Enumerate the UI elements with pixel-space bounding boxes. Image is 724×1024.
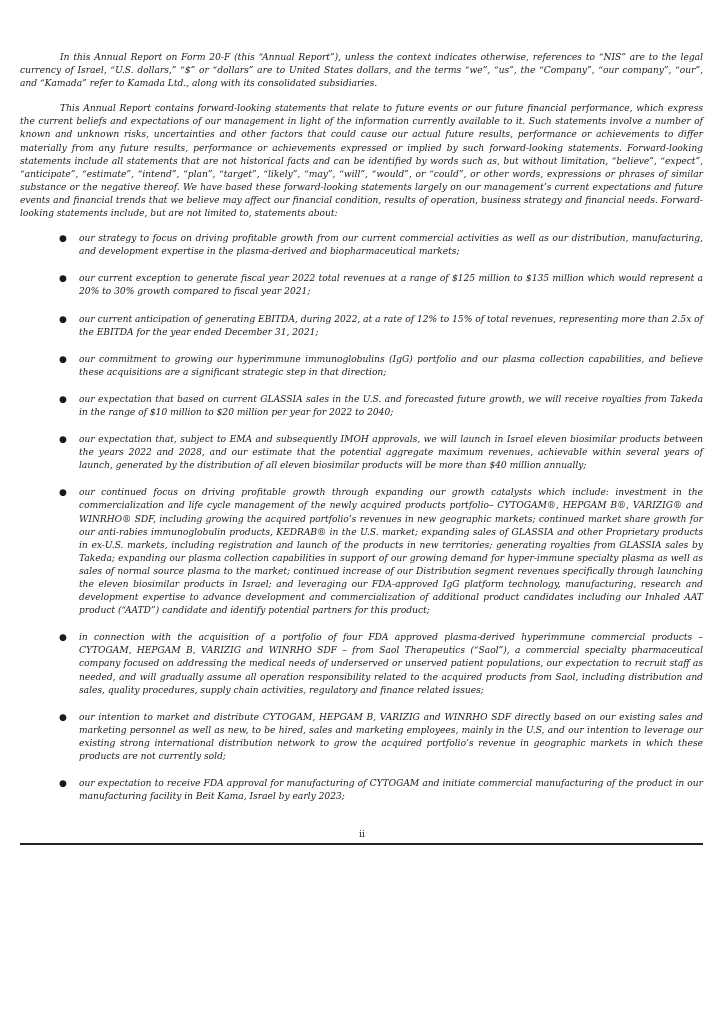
document-page — [20, 52, 703, 818]
forward-looking-paragraph: This Annual Report contains forward-looking statements that relate to future events or our future financial performance, which express the current beliefs and expectations of our management in light of the information currently available to it. Such statements involve a number of known and unknown risks, uncertainties and other factors that could cause our actual future results, performance or achievements to differ materially from any future results, performance or achievements expressed or implied by such forward-looking statements. Forward-looking statements include all statements that are not historical facts and can be identified by words such as, but without limitation, “believe”, “expect”, “anticipate”, “estimate”, “intend”, “plan”, “target”, “likely”, “may”, “will”, “would”, or “could”, or other words, expressions or phrases of similar substance or the negative thereof. We have based these forward-looking statements largely on our management’s current expectations and future events and financial trends that we believe may affect our financial condition, results of operation, business strategy and financial needs. Forward-looking statements include, but are not limited to, statements about: — [20, 104, 703, 220]
list-item-text: our strategy to focus on driving profitable growth from our current commercial activities as well as our distribution, manufacturing, and development expertise in the plasma-derived and biopharmaceutical markets; — [79, 234, 703, 258]
forward-looking-list — [20, 233, 703, 804]
list-item-text: our intention to market and distribute CYTOGAM, HEPGAM B, VARIZIG and WINRHO SDF directly based on our existing sales and marketing personnel as well as new, to be hired, sales and marketing employees, mainly in the U.S, and our intention to leverage our existing strong international distribution network to grow the acquired portfolio’s revenue in geographic markets in which these products are not currently sold; — [79, 712, 703, 763]
page-number: ii — [359, 830, 365, 840]
bullet-icon: ● — [59, 779, 67, 790]
list-item-text: our current anticipation of generating EBITDA, during 2022, at a rate of 12% to 15% of total revenues, representing more than 2.5x of the EBITDA for the year ended December 31, 2021; — [79, 314, 703, 338]
list-item — [20, 354, 703, 380]
list-item — [20, 632, 703, 697]
list-item — [20, 273, 703, 299]
list-item — [20, 434, 703, 473]
list-item-text: our continued focus on driving profitable growth through expanding our growth catalysts which include: investment in the commercialization and life cycle management of the newly acquired products portfolio– CYTOGAM®, HEPGAM B®, VARIZIG® and WINRHO® SDF, including growing the acquired portfolio’s revenues in new geographic markets; continued market share growth for our anti-rabies immunoglobulin products, KEDRAB® in the U.S. market; expanding sales of GLASSIA and other Proprietary products in ex-U.S. markets, including registration and launch of the products in new territories; generating royalties from GLASSIA sales by Takeda; expanding our plasma collection capabilities in support of our growing demand for hyper-immune specialty plasma as well as sales of normal source plasma to the market; continued increase of our Distribution segment revenues specifically through launching the eleven biosimilar products in Israel; and leveraging our FDA-approved IgG platform technology, manufacturing, research and development expertise to advance development and commercialization of additional product candidates including our Inhaled AAT product (“AATD”) candidate and identify potential partners for this product; — [79, 488, 703, 617]
list-item-text: in connection with the acquisition of a portfolio of four FDA approved plasma-derived hyperimmune commercial products – CYTOGAM, HEPGAM B, VARIZIG and WINRHO SDF – from Saol Therapeutics (“Saol”), a commercial specialty pharmaceutical company focused on addressing the medical needs of underserved or unserved patient populations, our expectation to recruit staff as needed, and will gradually assume all operation responsibility related to the acquired products from Saol, including distribution and sales, quality procedures, supply chain activities, regulatory and finance related issues; — [79, 633, 703, 696]
bullet-icon: ● — [59, 488, 67, 499]
list-item — [20, 712, 703, 764]
footer-divider — [20, 843, 703, 845]
bullet-icon: ● — [59, 314, 67, 325]
list-item-text: our commitment to growing our hyperimmune immunoglobulins (IgG) portfolio and our plasma collection capabilities, and believe these acquisitions are a significant strategic step in that direction; — [79, 354, 703, 378]
bullet-icon: ● — [59, 712, 67, 723]
list-item — [20, 778, 703, 804]
list-item-text: our expectation to receive FDA approval for manufacturing of CYTOGAM and initiate commercial manufacturing of the product in our manufacturing facility in Beit Kama, Israel by early 2023; — [79, 779, 703, 803]
list-item-text: our expectation that, subject to EMA and subsequently IMOH approvals, we will launch in Israel eleven biosimilar products between the years 2022 and 2028, and our estimate that the potential aggregate maximum revenues, achievable within several years of launch, generated by the distribution of all eleven biosimilar products will be more than $40 million annually; — [79, 435, 703, 472]
bullet-icon: ● — [59, 394, 67, 405]
list-item — [20, 233, 703, 259]
bullet-icon: ● — [59, 274, 67, 285]
bullet-icon: ● — [59, 435, 67, 446]
bullet-icon: ● — [59, 354, 67, 365]
bullet-icon: ● — [59, 633, 67, 644]
bullet-icon: ● — [59, 234, 67, 245]
list-item — [20, 487, 703, 618]
list-item-text: our expectation that based on current GLASSIA sales in the U.S. and forecasted future growth, we will receive royalties from Takeda in the range of $10 million to $20 million per year for 2022 to 2040; — [79, 394, 703, 418]
list-item — [20, 314, 703, 340]
list-item-text: our current exception to generate fiscal year 2022 total revenues at a range of $125 million to $135 million which would represent a 20% to 30% growth compared to fiscal year 2021; — [79, 274, 703, 298]
list-item — [20, 394, 703, 420]
intro-paragraph: In this Annual Report on Form 20-F (this “Annual Report”), unless the context indicates otherwise, references to “NIS” are to the legal currency of Israel, “U.S. dollars,” “$” or “dollars” are to United States dollars, and the terms “we”, “us”, the “Company”, “our company”, “our”, and “Kamada” refer to Kamada Ltd., along with its consolidated subsidiaries. — [20, 53, 703, 90]
